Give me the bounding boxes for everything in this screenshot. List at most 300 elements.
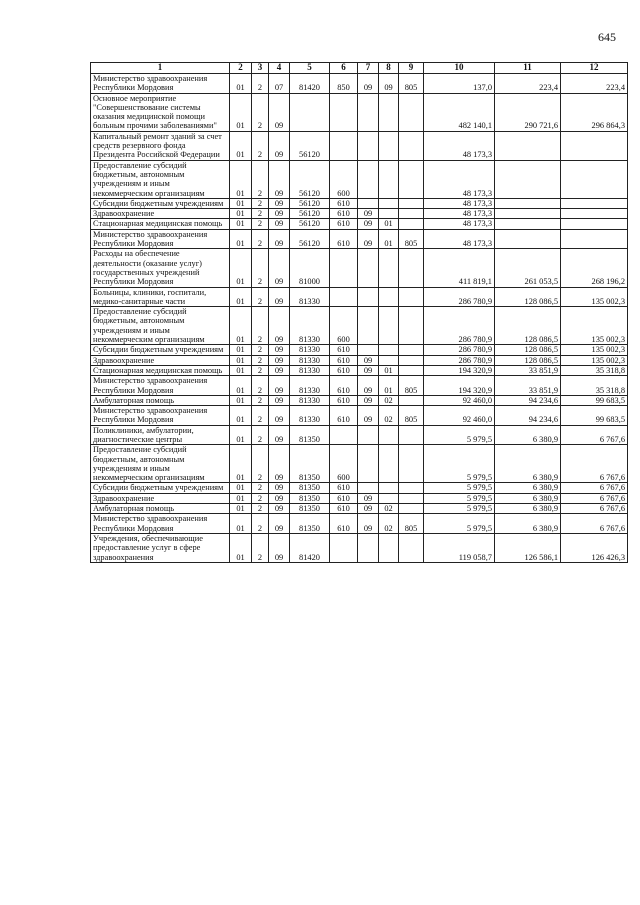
code-section: [358, 93, 379, 131]
amount-year-1: 5 979,5: [424, 504, 495, 514]
row-name: Министерство здравоохранения Республики Мордовия: [91, 74, 230, 94]
row-name: Предоставление субсидий бюджетным, автономным учреждениям и иным некоммерческим организациям: [91, 307, 230, 345]
code-sub: 2: [252, 219, 269, 229]
code-expense: 610: [330, 209, 358, 219]
code-expense: [330, 533, 358, 562]
code-chapter: 01: [230, 395, 252, 405]
budget-table: [90, 62, 628, 563]
code-target: 81350: [290, 504, 330, 514]
code-sub: 2: [252, 504, 269, 514]
code-program: 09: [269, 395, 290, 405]
code-section: [358, 425, 379, 445]
amount-year-2: 6 380,9: [495, 504, 561, 514]
row-name: Предоставление субсидий бюджетным, автономным учреждениям и иным некоммерческим организациям: [91, 160, 230, 198]
amount-year-3: 35 318,8: [561, 365, 628, 375]
code-section: [358, 160, 379, 198]
code-expense: 600: [330, 307, 358, 345]
code-chapter: 01: [230, 425, 252, 445]
code-target: [290, 93, 330, 131]
code-target: 81420: [290, 74, 330, 94]
table-row: [91, 307, 628, 345]
column-header: 5: [290, 63, 330, 74]
amount-year-2: 128 086,5: [495, 287, 561, 307]
amount-year-2: 6 380,9: [495, 445, 561, 483]
code-admin: 805: [399, 229, 424, 249]
amount-year-3: [561, 229, 628, 249]
code-target: 81330: [290, 406, 330, 426]
table-row: [91, 229, 628, 249]
amount-year-3: 6 767,6: [561, 504, 628, 514]
code-subsection: [379, 249, 399, 287]
code-expense: [330, 131, 358, 160]
code-target: 81330: [290, 355, 330, 365]
row-name: Министерство здравоохранения Республики Мордовия: [91, 229, 230, 249]
table-row: [91, 249, 628, 287]
code-sub: 2: [252, 483, 269, 493]
code-admin: [399, 307, 424, 345]
table-row: [91, 74, 628, 94]
code-chapter: 01: [230, 219, 252, 229]
code-admin: [399, 131, 424, 160]
row-name: Министерство здравоохранения Республики Мордовия: [91, 514, 230, 534]
code-sub: 2: [252, 160, 269, 198]
code-sub: 2: [252, 533, 269, 562]
amount-year-1: 286 780,9: [424, 307, 495, 345]
table-row: [91, 345, 628, 355]
code-section: 09: [358, 406, 379, 426]
code-program: 09: [269, 160, 290, 198]
code-sub: 2: [252, 376, 269, 396]
code-admin: [399, 249, 424, 287]
code-subsection: [379, 198, 399, 208]
code-subsection: 01: [379, 376, 399, 396]
code-section: 09: [358, 493, 379, 503]
code-target: 81350: [290, 425, 330, 445]
column-header: 1: [91, 63, 230, 74]
code-sub: 2: [252, 493, 269, 503]
code-subsection: [379, 93, 399, 131]
amount-year-3: [561, 198, 628, 208]
amount-year-2: 94 234,6: [495, 395, 561, 405]
code-admin: 805: [399, 74, 424, 94]
amount-year-1: 119 058,7: [424, 533, 495, 562]
code-admin: [399, 345, 424, 355]
code-subsection: [379, 345, 399, 355]
amount-year-2: 6 380,9: [495, 425, 561, 445]
amount-year-3: 126 426,3: [561, 533, 628, 562]
amount-year-2: 128 086,5: [495, 345, 561, 355]
table-row: [91, 160, 628, 198]
amount-year-3: 135 002,3: [561, 355, 628, 365]
code-target: 81330: [290, 307, 330, 345]
code-section: 09: [358, 504, 379, 514]
amount-year-1: 5 979,5: [424, 493, 495, 503]
code-target: 81330: [290, 395, 330, 405]
amount-year-1: 5 979,5: [424, 445, 495, 483]
code-subsection: [379, 287, 399, 307]
code-sub: 2: [252, 198, 269, 208]
table-row: [91, 493, 628, 503]
code-target: 81330: [290, 345, 330, 355]
code-expense: 610: [330, 355, 358, 365]
amount-year-2: 223,4: [495, 74, 561, 94]
code-chapter: 01: [230, 74, 252, 94]
row-name: Здравоохранение: [91, 355, 230, 365]
amount-year-2: 6 380,9: [495, 483, 561, 493]
column-header: 4: [269, 63, 290, 74]
code-chapter: 01: [230, 160, 252, 198]
amount-year-2: [495, 131, 561, 160]
amount-year-1: 92 460,0: [424, 406, 495, 426]
amount-year-3: [561, 131, 628, 160]
code-subsection: [379, 307, 399, 345]
code-section: [358, 445, 379, 483]
amount-year-2: 6 380,9: [495, 493, 561, 503]
table-row: [91, 209, 628, 219]
code-admin: [399, 355, 424, 365]
amount-year-1: 48 173,3: [424, 131, 495, 160]
code-sub: 2: [252, 355, 269, 365]
amount-year-3: 268 196,2: [561, 249, 628, 287]
amount-year-3: 99 683,5: [561, 395, 628, 405]
amount-year-1: 48 173,3: [424, 219, 495, 229]
row-name: Амбулаторная помощь: [91, 395, 230, 405]
code-admin: [399, 533, 424, 562]
code-program: 09: [269, 355, 290, 365]
code-expense: 600: [330, 445, 358, 483]
row-name: Учреждения, обеспечивающие предоставление услуг в сфере здравоохранения: [91, 533, 230, 562]
code-expense: 850: [330, 74, 358, 94]
code-admin: [399, 93, 424, 131]
code-admin: 805: [399, 406, 424, 426]
code-target: 56120: [290, 229, 330, 249]
code-program: 09: [269, 533, 290, 562]
column-header: 7: [358, 63, 379, 74]
code-admin: 805: [399, 376, 424, 396]
code-chapter: 01: [230, 514, 252, 534]
amount-year-3: [561, 219, 628, 229]
column-header: 8: [379, 63, 399, 74]
code-target: 81420: [290, 533, 330, 562]
code-sub: 2: [252, 229, 269, 249]
code-target: 81350: [290, 483, 330, 493]
amount-year-2: 128 086,5: [495, 307, 561, 345]
code-admin: [399, 160, 424, 198]
amount-year-3: 6 767,6: [561, 493, 628, 503]
table-row: [91, 131, 628, 160]
amount-year-3: 223,4: [561, 74, 628, 94]
code-section: [358, 287, 379, 307]
code-program: 09: [269, 376, 290, 396]
code-expense: 600: [330, 160, 358, 198]
column-header: 6: [330, 63, 358, 74]
code-chapter: 01: [230, 504, 252, 514]
code-section: 09: [358, 74, 379, 94]
code-subsection: [379, 160, 399, 198]
code-sub: 2: [252, 249, 269, 287]
code-subsection: 01: [379, 365, 399, 375]
code-chapter: 01: [230, 493, 252, 503]
code-sub: 2: [252, 74, 269, 94]
code-sub: 2: [252, 307, 269, 345]
code-chapter: 01: [230, 445, 252, 483]
amount-year-3: 135 002,3: [561, 345, 628, 355]
code-sub: 2: [252, 93, 269, 131]
amount-year-2: [495, 209, 561, 219]
code-expense: 610: [330, 365, 358, 375]
column-header: 2: [230, 63, 252, 74]
code-section: 09: [358, 229, 379, 249]
row-name: Основное мероприятие "Совершенствование системы оказания медицинской помощи больным прочими заболеваниями": [91, 93, 230, 131]
code-sub: 2: [252, 131, 269, 160]
table-row: [91, 395, 628, 405]
code-section: 09: [358, 355, 379, 365]
code-program: 09: [269, 198, 290, 208]
table-row: [91, 365, 628, 375]
amount-year-3: 6 767,6: [561, 445, 628, 483]
code-admin: [399, 287, 424, 307]
row-name: Субсидии бюджетным учреждениям: [91, 483, 230, 493]
code-subsection: [379, 483, 399, 493]
amount-year-1: 5 979,5: [424, 483, 495, 493]
code-section: [358, 345, 379, 355]
code-subsection: 02: [379, 406, 399, 426]
code-section: 09: [358, 219, 379, 229]
table-row: [91, 355, 628, 365]
code-admin: [399, 425, 424, 445]
code-chapter: 01: [230, 93, 252, 131]
code-sub: 2: [252, 287, 269, 307]
code-target: 81330: [290, 376, 330, 396]
code-target: 81330: [290, 287, 330, 307]
code-subsection: [379, 445, 399, 483]
code-expense: [330, 287, 358, 307]
code-program: 09: [269, 365, 290, 375]
table-row: [91, 504, 628, 514]
code-section: [358, 307, 379, 345]
code-admin: [399, 504, 424, 514]
code-section: 09: [358, 209, 379, 219]
amount-year-2: 94 234,6: [495, 406, 561, 426]
code-expense: 610: [330, 483, 358, 493]
amount-year-2: [495, 229, 561, 249]
amount-year-3: 6 767,6: [561, 514, 628, 534]
code-section: [358, 533, 379, 562]
amount-year-2: 126 586,1: [495, 533, 561, 562]
code-admin: [399, 493, 424, 503]
row-name: Амбулаторная помощь: [91, 504, 230, 514]
table-row: [91, 533, 628, 562]
amount-year-1: 286 780,9: [424, 355, 495, 365]
code-expense: 610: [330, 376, 358, 396]
code-program: 09: [269, 493, 290, 503]
code-sub: 2: [252, 345, 269, 355]
code-expense: [330, 249, 358, 287]
amount-year-1: 92 460,0: [424, 395, 495, 405]
code-program: 09: [269, 93, 290, 131]
amount-year-3: [561, 209, 628, 219]
code-target: 56120: [290, 160, 330, 198]
amount-year-3: 6 767,6: [561, 425, 628, 445]
code-chapter: 01: [230, 345, 252, 355]
amount-year-2: 261 053,5: [495, 249, 561, 287]
code-program: 09: [269, 483, 290, 493]
code-target: 56120: [290, 131, 330, 160]
code-subsection: [379, 533, 399, 562]
code-chapter: 01: [230, 355, 252, 365]
code-target: 56120: [290, 209, 330, 219]
code-subsection: 01: [379, 229, 399, 249]
code-target: 56120: [290, 198, 330, 208]
code-subsection: [379, 425, 399, 445]
code-admin: [399, 395, 424, 405]
amount-year-1: 48 173,3: [424, 229, 495, 249]
row-name: Стационарная медицинская помощь: [91, 219, 230, 229]
amount-year-1: 5 979,5: [424, 514, 495, 534]
code-expense: 610: [330, 514, 358, 534]
amount-year-3: 135 002,3: [561, 307, 628, 345]
column-header: 10: [424, 63, 495, 74]
code-expense: 610: [330, 229, 358, 249]
code-subsection: 01: [379, 219, 399, 229]
row-name: Больницы, клиники, госпитали, медико-санитарные части: [91, 287, 230, 307]
amount-year-1: 194 320,9: [424, 365, 495, 375]
code-chapter: 01: [230, 533, 252, 562]
code-program: 09: [269, 504, 290, 514]
amount-year-2: [495, 198, 561, 208]
code-expense: 610: [330, 198, 358, 208]
code-expense: [330, 425, 358, 445]
code-program: 09: [269, 425, 290, 445]
amount-year-2: 6 380,9: [495, 514, 561, 534]
code-admin: [399, 483, 424, 493]
amount-year-1: 411 819,1: [424, 249, 495, 287]
amount-year-1: 48 173,3: [424, 209, 495, 219]
code-sub: 2: [252, 445, 269, 483]
code-expense: 610: [330, 345, 358, 355]
code-sub: 2: [252, 514, 269, 534]
code-chapter: 01: [230, 249, 252, 287]
code-target: 81330: [290, 365, 330, 375]
code-subsection: 02: [379, 514, 399, 534]
code-subsection: [379, 355, 399, 365]
amount-year-2: [495, 160, 561, 198]
amount-year-1: 5 979,5: [424, 425, 495, 445]
table-row: [91, 425, 628, 445]
table-row: [91, 406, 628, 426]
code-target: 56120: [290, 219, 330, 229]
code-subsection: 02: [379, 395, 399, 405]
code-section: [358, 483, 379, 493]
code-admin: [399, 365, 424, 375]
amount-year-2: [495, 219, 561, 229]
code-program: 09: [269, 514, 290, 534]
amount-year-3: 296 864,3: [561, 93, 628, 131]
column-header: 9: [399, 63, 424, 74]
column-header: 11: [495, 63, 561, 74]
code-target: 81350: [290, 445, 330, 483]
amount-year-1: 48 173,3: [424, 160, 495, 198]
table-body: [91, 74, 628, 563]
row-name: Капитальный ремонт зданий за счет средств резервного фонда Президента Российской Федерации: [91, 131, 230, 160]
code-chapter: 01: [230, 483, 252, 493]
table-header: [91, 63, 628, 74]
code-section: 09: [358, 365, 379, 375]
code-target: 81000: [290, 249, 330, 287]
code-expense: 610: [330, 493, 358, 503]
code-chapter: 01: [230, 365, 252, 375]
code-program: 09: [269, 209, 290, 219]
code-chapter: 01: [230, 376, 252, 396]
code-program: 09: [269, 406, 290, 426]
code-admin: [399, 198, 424, 208]
amount-year-1: 286 780,9: [424, 345, 495, 355]
amount-year-1: 48 173,3: [424, 198, 495, 208]
code-section: 09: [358, 514, 379, 534]
code-program: 09: [269, 229, 290, 249]
amount-year-1: 137,0: [424, 74, 495, 94]
code-target: 81350: [290, 514, 330, 534]
table-row: [91, 287, 628, 307]
table-row: [91, 445, 628, 483]
amount-year-3: 6 767,6: [561, 483, 628, 493]
code-section: 09: [358, 395, 379, 405]
code-chapter: 01: [230, 307, 252, 345]
code-chapter: 01: [230, 198, 252, 208]
code-chapter: 01: [230, 287, 252, 307]
table-row: [91, 219, 628, 229]
code-target: 81350: [290, 493, 330, 503]
amount-year-2: 33 851,9: [495, 365, 561, 375]
code-program: 09: [269, 307, 290, 345]
code-program: 09: [269, 249, 290, 287]
amount-year-3: 35 318,8: [561, 376, 628, 396]
row-name: Министерство здравоохранения Республики Мордовия: [91, 376, 230, 396]
code-chapter: 01: [230, 209, 252, 219]
amount-year-2: 290 721,6: [495, 93, 561, 131]
page-number: 645: [598, 30, 616, 44]
row-name: Здравоохранение: [91, 209, 230, 219]
code-program: 09: [269, 445, 290, 483]
table-row: [91, 514, 628, 534]
row-name: Министерство здравоохранения Республики Мордовия: [91, 406, 230, 426]
code-chapter: 01: [230, 406, 252, 426]
code-program: 09: [269, 345, 290, 355]
code-sub: 2: [252, 406, 269, 426]
amount-year-1: 194 320,9: [424, 376, 495, 396]
code-subsection: 09: [379, 74, 399, 94]
code-program: 09: [269, 287, 290, 307]
code-sub: 2: [252, 365, 269, 375]
code-sub: 2: [252, 395, 269, 405]
code-section: [358, 198, 379, 208]
amount-year-1: 286 780,9: [424, 287, 495, 307]
row-name: Субсидии бюджетным учреждениям: [91, 198, 230, 208]
amount-year-3: 99 683,5: [561, 406, 628, 426]
code-section: [358, 249, 379, 287]
table-row: [91, 93, 628, 131]
column-header: 3: [252, 63, 269, 74]
code-admin: [399, 445, 424, 483]
row-name: Субсидии бюджетным учреждениям: [91, 345, 230, 355]
table-row: [91, 376, 628, 396]
code-expense: 610: [330, 504, 358, 514]
code-section: 09: [358, 376, 379, 396]
code-admin: [399, 209, 424, 219]
code-admin: 805: [399, 514, 424, 534]
amount-year-1: 482 140,1: [424, 93, 495, 131]
amount-year-2: 33 851,9: [495, 376, 561, 396]
